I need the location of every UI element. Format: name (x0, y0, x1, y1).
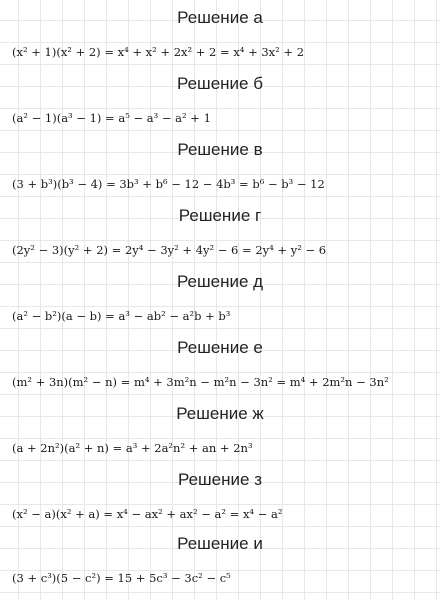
solution-b (0, 74, 440, 140)
solution-formula: (a² − b²)(a − b) = a³ − ab² − a²b + b³ (12, 309, 231, 323)
solution-formula: (2y² − 3)(y² + 2) = 2y⁴ − 3y² + 4y² − 6 = 2y⁴ + y² − 6 (12, 243, 327, 257)
solution-e (0, 338, 440, 404)
solution-g (0, 206, 440, 272)
solution-heading: Решение б (177, 74, 263, 93)
solution-formula: (x² − a)(x² + a) = x⁴ − ax² + ax² − a² = x⁴ − a² (12, 507, 283, 521)
solution-heading: Решение г (178, 206, 262, 225)
solution-heading: Решение е (177, 338, 263, 357)
solution-formula: (3 + c³)(5 − c²) = 15 + 5c³ − 3c² − c⁵ (12, 571, 231, 585)
solution-formula: (a² − 1)(a³ − 1) = a⁵ − a³ − a² + 1 (12, 111, 211, 125)
solution-formula: (x² + 1)(x² + 2) = x⁴ + x² + 2x² + 2 = x⁴ + 3x² + 2 (12, 45, 305, 59)
solution-formula: (3 + b³)(b³ − 4) = 3b³ + b⁶ − 12 − 4b³ = b⁶ − b³ − 12 (12, 177, 325, 191)
solution-zh (0, 404, 440, 470)
solution-heading: Решение д (176, 272, 264, 291)
solution-heading: Решение ж (176, 404, 264, 423)
solution-heading: Решение з (178, 470, 262, 489)
solution-d (0, 272, 440, 338)
solution-a (0, 8, 440, 74)
solution-heading: Решение и (177, 534, 263, 553)
solution-formula: (a + 2n²)(a² + n) = a³ + 2a²n² + an + 2n³ (12, 441, 253, 455)
solution-heading: Решение а (177, 8, 263, 27)
solution-i (0, 534, 440, 600)
solution-formula: (m² + 3n)(m² − n) = m⁴ + 3m²n − m²n − 3n² = m⁴ + 2m²n − 3n² (12, 375, 389, 389)
solution-v (0, 140, 440, 206)
solution-heading: Решение в (177, 140, 263, 159)
solution-z (0, 470, 440, 536)
